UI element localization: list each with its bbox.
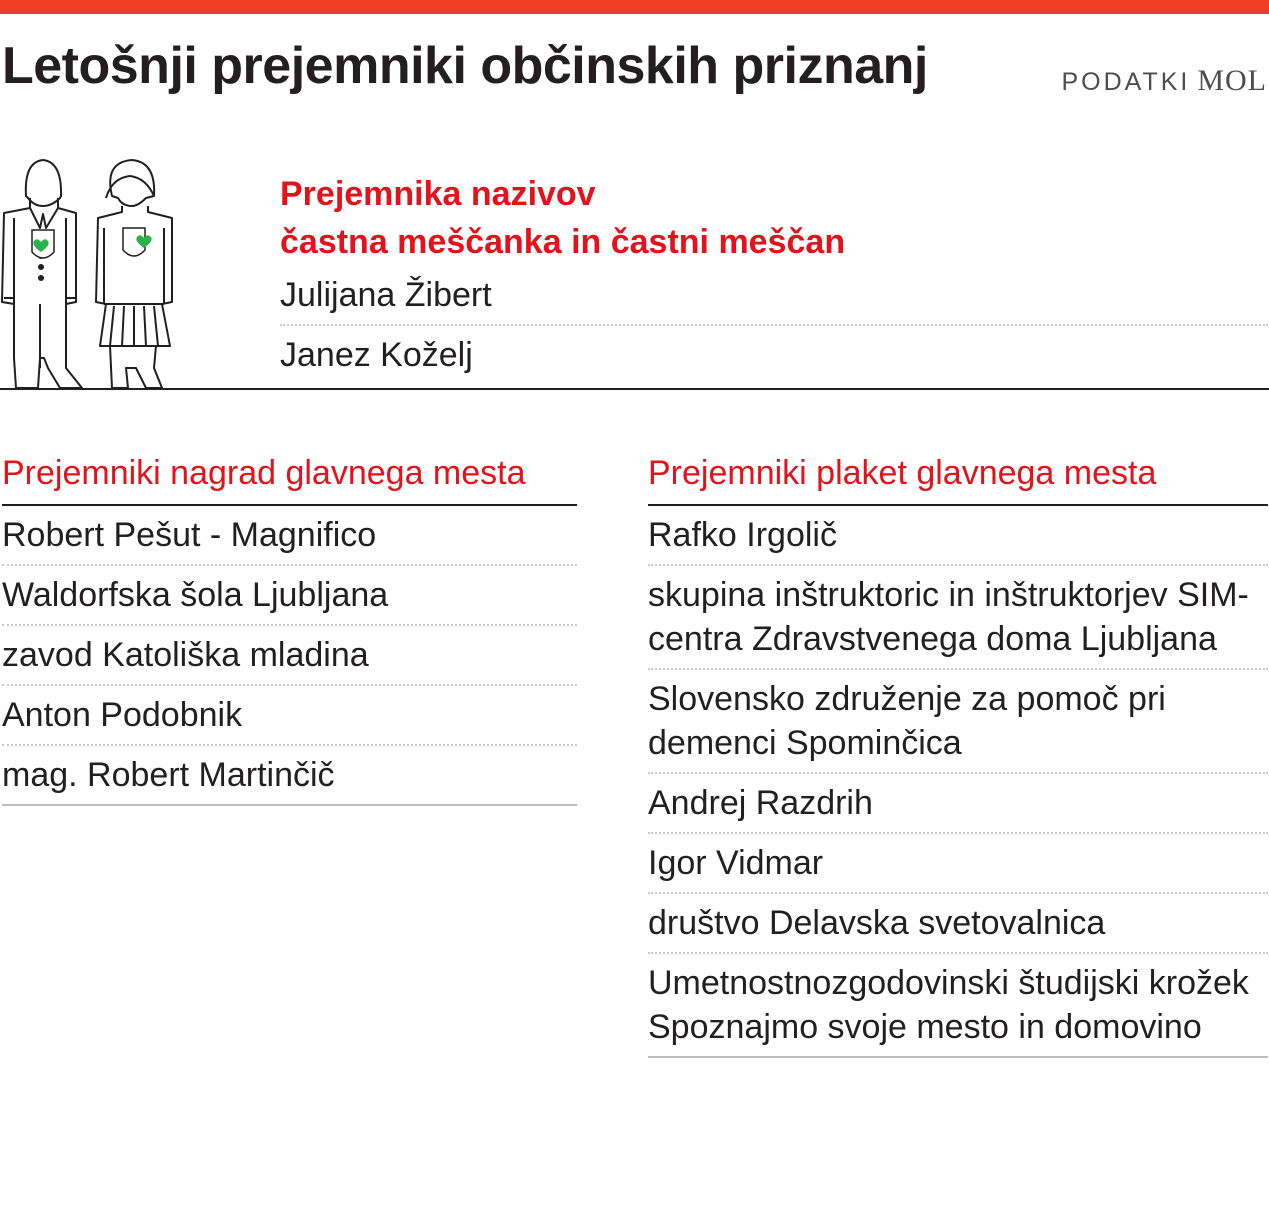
source-org: MOL [1197,64,1267,97]
list-item: Slovensko združenje za pomoč pri demenci Spominčica [648,670,1268,774]
honorary-citizens-section [280,170,1268,384]
list-item: Robert Pešut - Magnifico [2,506,577,566]
woman-figure-icon [96,160,172,388]
awards-section [2,450,577,806]
source-label: PODATKI [1061,68,1191,96]
citizens-illustration [0,158,178,390]
source-credit [1061,66,1267,96]
list-item: Anton Podobnik [2,686,577,746]
plaques-section [648,450,1268,1058]
honorary-heading [280,170,1268,266]
plaques-heading: Prejemniki plaket glavnega mesta [648,450,1268,506]
honorary-heading-line1: Prejemnika nazivov [280,175,596,213]
plaques-list [648,506,1268,1058]
list-item: društvo Delavska svetovalnica [648,894,1268,954]
man-figure-icon [2,160,82,388]
list-item: Andrej Razdrih [648,774,1268,834]
list-item: Igor Vidmar [648,834,1268,894]
honorary-heading-line2: častna meščanka in častni meščan [280,223,846,261]
section-divider [0,388,1269,390]
page-title: Letošnji prejemniki občinskih priznanj [2,37,928,95]
list-item: mag. Robert Martinčič [2,746,577,806]
list-item: zavod Katoliška mladina [2,626,577,686]
heart-badge-icon [32,228,152,258]
awards-heading: Prejemniki nagrad glavnega mesta [2,450,577,506]
list-item: Rafko Irgolič [648,506,1268,566]
list-item: skupina inštruktoric in inštruktorjev SIM-centra Zdravstvenega doma Ljubljana [648,566,1268,670]
awards-list [2,506,577,806]
list-item: Umetnostnozgodovinski študijski krožek Spoznajmo svoje mesto in domovino [648,954,1268,1058]
list-item: Julijana Žibert [280,276,492,314]
list-item: Janez Koželj [280,324,1268,384]
list-item: Waldorfska šola Ljubljana [2,566,577,626]
top-accent-bar [0,0,1269,14]
honorary-recipients-list [280,266,1268,384]
